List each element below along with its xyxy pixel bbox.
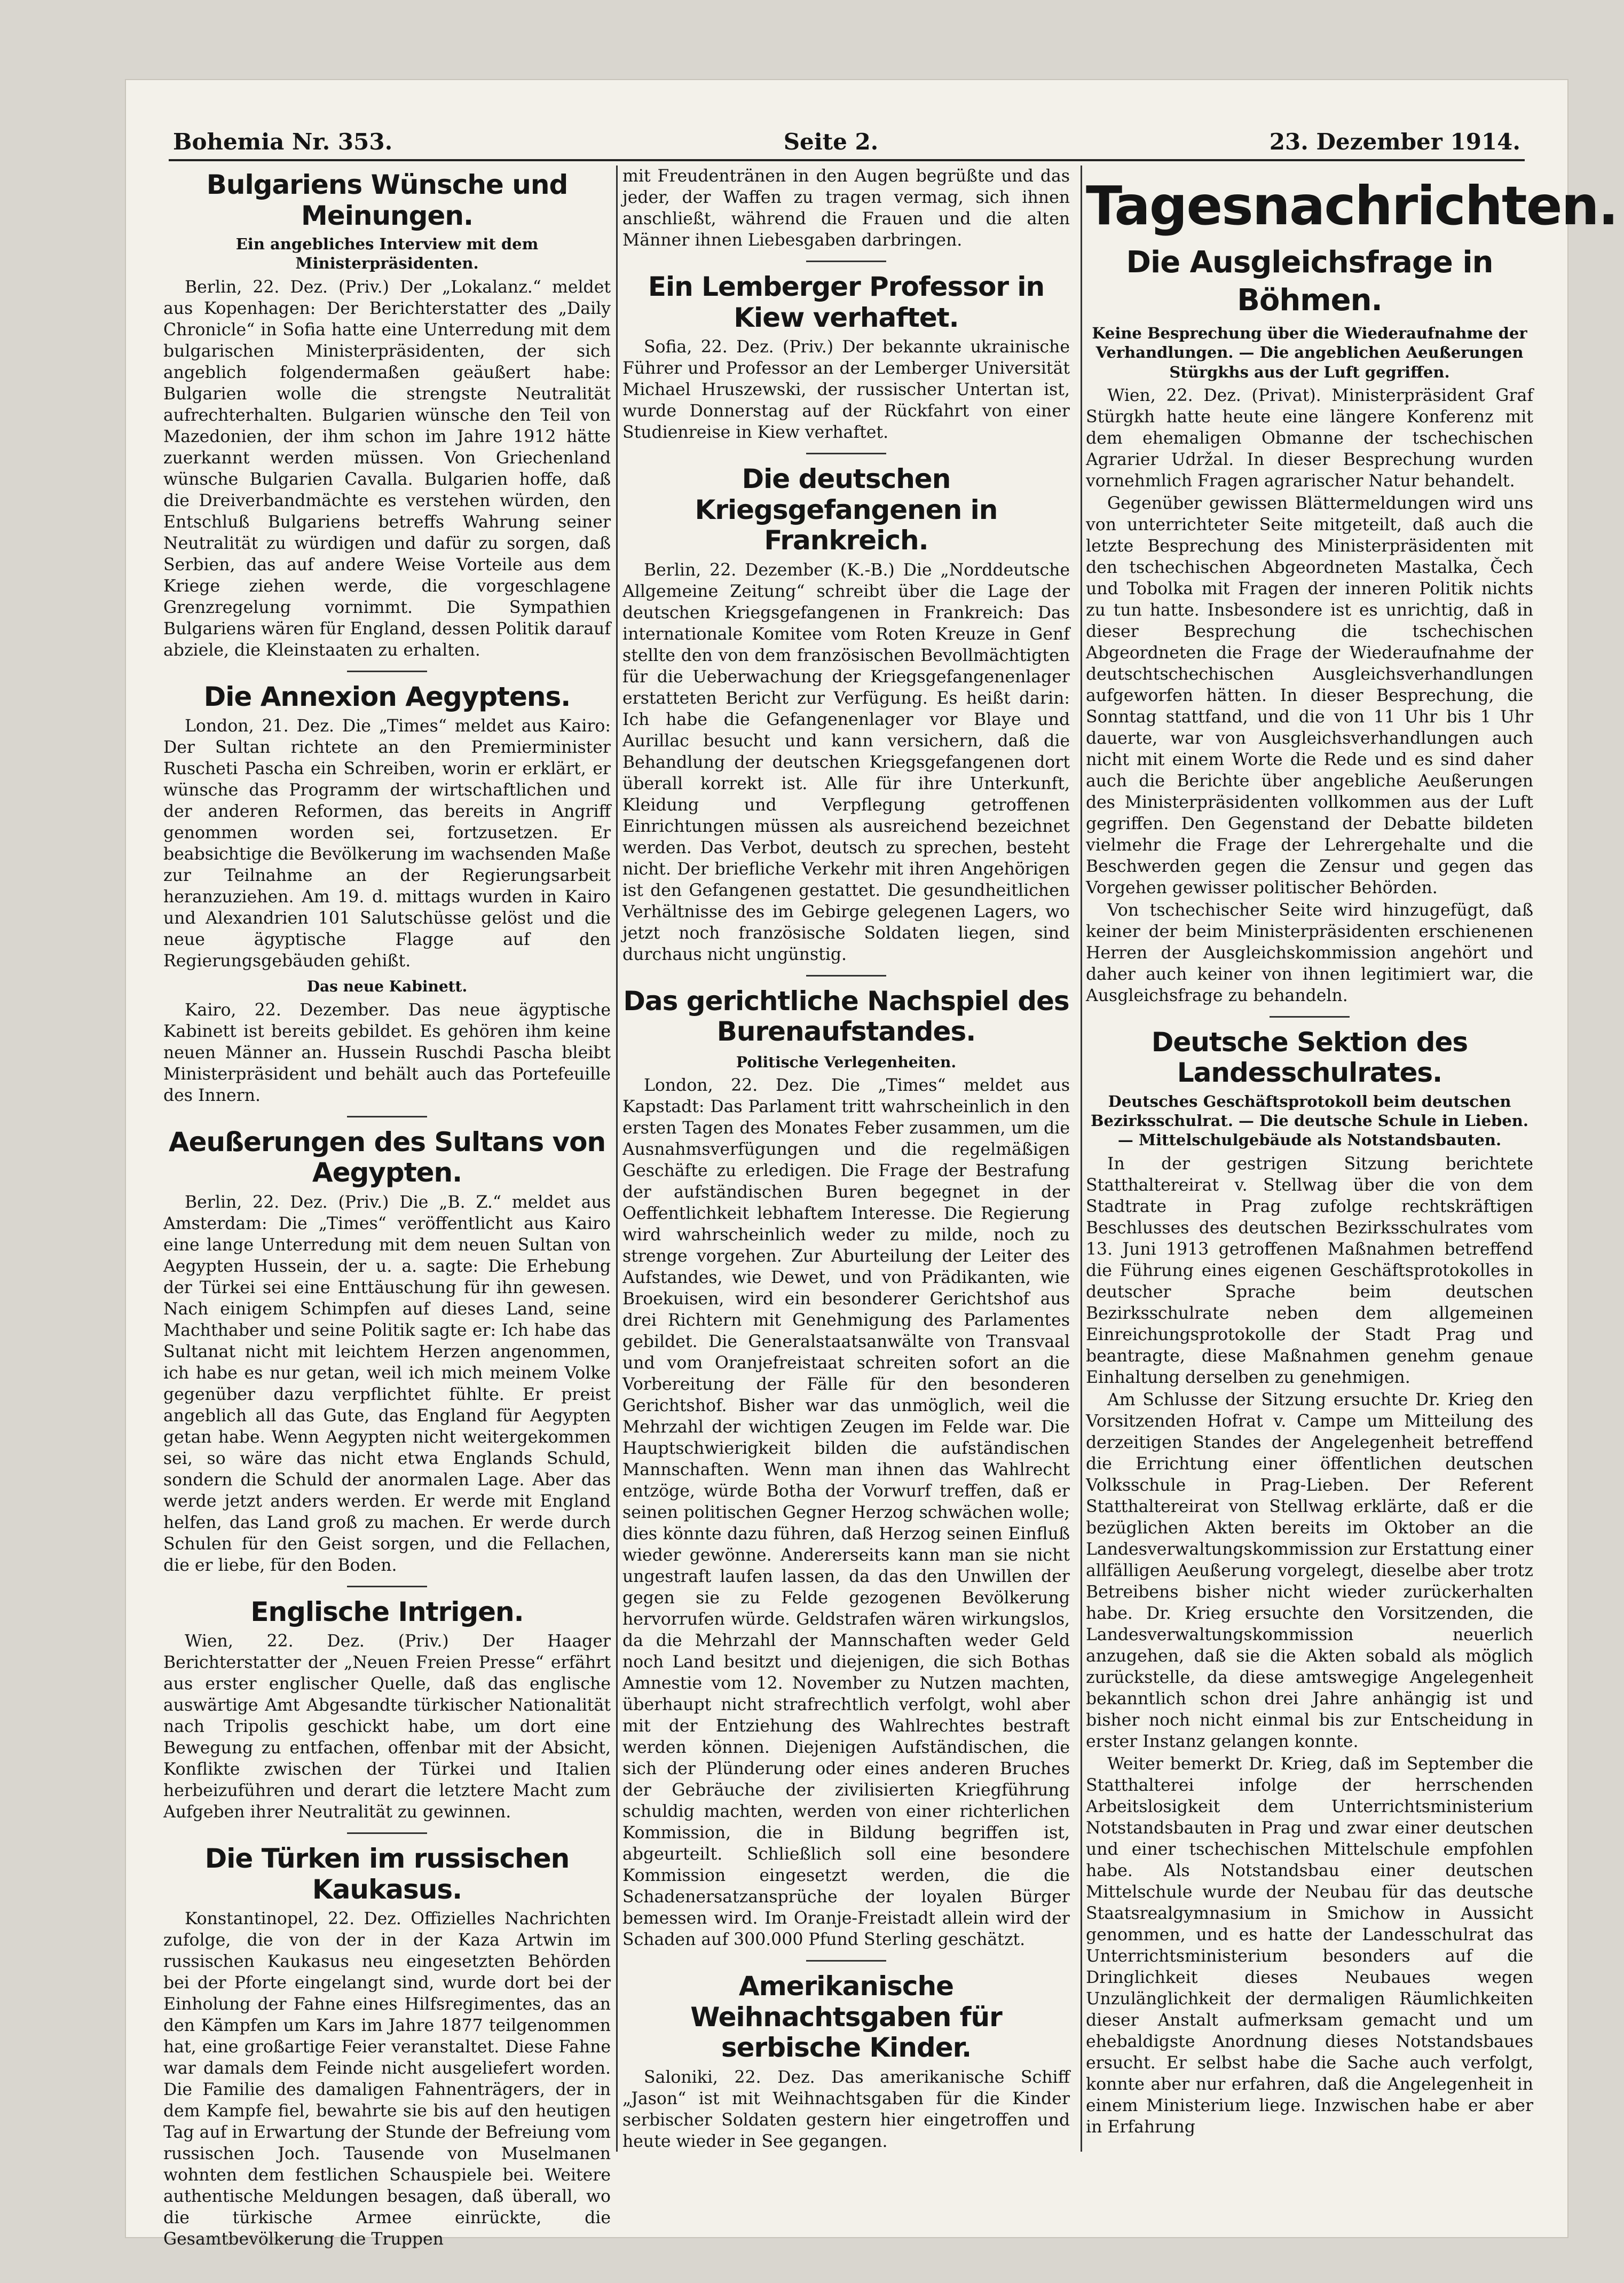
column-rule-2 xyxy=(1081,166,1082,2152)
article-title: Ein Lemberger Professor in Kiew verhaftet. xyxy=(648,271,1045,333)
article-paragraph: Konstantinopel, 22. Dez. Offizielles Nachrichten zufolge, die von der in der Kaza Artwin im russischen Kaukasus neu eingesetzten Behörden bei der Pforte eingelangt sind, wurde dort bei der Einholung der Fahne eines Hilfsregimentes, das an den Kämpfen um Kars im Jahre 1877 teilgenommen hat, eine großartige Feier veranstaltet. Diese Fahne war damals dem Feinde nicht ausgeliefert worden. Die Familie des damaligen Fahnenträgers, der in dem Kampfe fiel, bewahrte sie bis auf den heutigen Tag auf in Erwartung der Stunde der Befreiung vom russischen Joch. Tausende von Muselmanen wohnten dem festlichen Schauspiele bei. Weitere authentische Meldungen besagen, daß überall, wo die türkische Armee einrückte, die Gesamtbevölkerung die Truppen xyxy=(163,1909,611,2249)
article-title: Das gerichtliche Nachspiel des Burenaufstandes. xyxy=(623,985,1069,1047)
article-title: Deutsche Sektion des Landesschulrates. xyxy=(1151,1026,1468,1089)
header-rule xyxy=(169,159,1525,161)
article-paragraph: Wien, 22. Dez. (Privat). Ministerpräsident Graf Stürgkh hatte heute eine längere Konferenz mit dem ehemaligen Obmanne der tschechischen Agrarier Udržal. In dieser Besprechung wurden vornehmlich Fragen agrarischer Natur behandelt. xyxy=(1086,385,1533,491)
article-separator xyxy=(806,453,886,454)
column-1 xyxy=(163,166,611,2249)
article-subtitle: Deutsches Geschäftsprotokoll beim deutschen Bezirksschulrat. — Die deutsche Schule in Lieben. — Mittelschulgebäude als Notstandsbauten. xyxy=(1091,1092,1528,1150)
article-subtitle: Ein angebliches Interview mit dem Ministerpräsidenten. xyxy=(235,235,539,273)
article-subtitle: Keine Besprechung über die Wiederaufnahme der Verhandlungen. — Die angeblichen Aeußerungen Stürgkhs aus der Luft gegriffen. xyxy=(1092,324,1527,381)
article-paragraph: Weiter bemerkt Dr. Krieg, daß im September die Statthalterei infolge der herrschenden Arbeitslosigkeit dem Unterrichtsministerium Notstandsbauten in Prag und zwar einer deutschen und einer tschechischen Mittelschule empfohlen habe. Als Notstandsbau einer deutschen Mittelschule wurde der Neubau für das deutsche Staatsrealgymnasium in Smichow in Aussicht genommen, und es hatte der Landesschulrat das Unterrichtsministerium besonders auf die Dringlichkeit dieses Neubaues wegen Unzulänglichkeit der dermaligen Räumlichkeiten dieser Anstalt aufmerksam gemacht und um ehebaldigste Anordnung dieses Notstandsbaues ersucht. Er selbst habe die Sache auch verfolgt, konnte aber nur erfahren, daß die Angelegenheit in einem Ministerium liege. Inzwischen habe er aber in Erfahrung xyxy=(1086,1754,1533,2137)
article-separator xyxy=(347,1586,427,1587)
article-paragraph: Kairo, 22. Dezember. Das neue ägyptische Kabinett ist bereits gebildet. Es gehören ihm keine neuen Männer an. Hussein Ruschdi Pascha bleibt Ministerpräsident und behält auch das Portefeuille des Innern. xyxy=(163,1000,611,1105)
article-title: Aeußerungen des Sultans von Aegypten. xyxy=(168,1126,606,1188)
article-paragraph: Berlin, 22. Dezember (K.-B.) Die „Norddeutsche Allgemeine Zeitung“ schreibt über die Lage der deutschen Kriegsgefangenen in Frankreich: Das internationale Komitee vom Roten Kreuze in Genf stellte den von dem französischen Bevollmächtigten für die Ueberwachung der Kriegsgefangenenlager erstatteten Bericht zur Verfügung. Es heißt darin: Ich habe die Gefangenenlager vor Blaye und Aurillac besucht und kann versichern, daß die Behandlung der deutschen Kriegsgefangenen dort überall korrekt ist. Alle für ihre Unterkunft, Kleidung und Verpflegung getroffenen Einrichtungen müssen als ausreichend bezeichnet werden. Das Verbot, deutsch zu sprechen, besteht nicht. Der briefliche Verkehr mit ihren Angehörigen ist den Gefangenen gestattet. Die gesundheitlichen Verhältnisse des im Gebirge gelegenen Lagers, wo jetzt noch französische Soldaten liegen, sind durchaus nicht ungünstig. xyxy=(622,560,1070,964)
article-paragraph: In der gestrigen Sitzung berichtete Statthaltereirat v. Stellwag über die von dem Stadtrate in Prag zufolge rechtskräftigen Beschlusses des deutschen Bezirksschulrates vom 13. Juni 1913 getroffenen Maßnahmen betreffend die Führung eines eigenen Geschäftsprotokolles in deutscher Sprache beim deutschen Bezirksschulrate neben dem allgemeinen Einreichungsprotokolle der Stadt Prag und beantragte, diese Maßnahmen genehm genaue Einhaltung derselben zu genehmigen. xyxy=(1086,1154,1533,1387)
article-separator xyxy=(1270,1016,1350,1018)
article-paragraph: Wien, 22. Dez. (Priv.) Der Haager Berichterstatter der „Neuen Freien Presse“ erfährt aus erster englischer Quelle, daß das englische auswärtige Amt Abgesandte türkischer Nationalität nach Tripolis geschickt habe, um dort eine Bewegung zu entfachen, offenbar mit der Absicht, Konflikte zwischen der Türkei und Italien herbeizuführen und derart die letztere Macht zum Aufgeben ihrer Neutralität zu gewinnen. xyxy=(163,1632,611,1822)
article-paragraph: Sofia, 22. Dez. (Priv.) Der bekannte ukrainische Führer und Professor an der Lemberger Universität Michael Hruszewski, der russischer Untertan ist, wurde Donnerstag auf der Rückfahrt von einer Studienreise in Kiew verhaftet. xyxy=(622,337,1070,442)
section-title: Tagesnachrichten. xyxy=(1086,175,1618,237)
article-title: Die Annexion Aegyptens. xyxy=(203,681,571,712)
header-date: 23. Dezember 1914. xyxy=(1269,129,1520,155)
header-page-number: Seite 2. xyxy=(783,129,879,155)
column-3 xyxy=(1086,166,1618,2210)
article-separator xyxy=(806,261,886,262)
article-paragraph: Berlin, 22. Dez. (Priv.) Der „Lokalanz.“ meldet aus Kopenhagen: Der Berichterstatter des „Daily Chronicle“ in Sofia hatte eine Unterredung mit dem bulgarischen Ministerpräsidenten, der sich angeblich folgendermaßen geäußert habe: Bulgarien wolle die strengste Neutralität aufrechterhalten. Bulgarien wünsche den Teil von Mazedonien, der ihm schon im Jahre 1912 hätte zuerkannt werden müssen. Von Griechenland wünsche Bulgarien Cavalla. Bulgarien hoffe, daß die Dreiverbandmächte es verstehen würden, den Entschluß Bulgariens betreffs Wahrung seiner Neutralität zu würdigen und dafür zu sorgen, daß Serbien, das auf andere Weise Vorteile aus dem Kriege ziehen werde, die vorgeschlagene Grenzregelung vornimmt. Die Sympathien Bulgariens wären für England, dessen Politik darauf abziele, die Kleinstaaten zu erhalten. xyxy=(163,277,611,660)
article-separator xyxy=(806,975,886,977)
article-title: Bulgariens Wünsche und Meinungen. xyxy=(206,169,568,231)
article-separator xyxy=(347,1116,427,1117)
article-subheading: Politische Verlegenheiten. xyxy=(736,1053,957,1071)
article-separator xyxy=(347,671,427,672)
article-title: Die Türken im russischen Kaukasus. xyxy=(204,1843,570,1905)
article-paragraph: London, 21. Dez. Die „Times“ meldet aus Kairo: Der Sultan richtete an den Premierminister Ruscheti Pascha ein Schreiben, worin er erklärt, er wünsche das Programm der wirtschaftlichen und der anderen Reformen, das bereits in Angriff genommen worden sei, fortzusetzen. Er beabsichtige die Bevölkerung im wachsenden Maße zur Teilnahme an der Regierungsarbeit heranzuziehen. Am 19. d. mittags wurden in Kairo und Alexandrien 101 Salutschüsse gelöst und die neue ägyptische Flagge auf den Regierungsgebäuden gehißt. xyxy=(163,717,611,971)
column-rule-1 xyxy=(616,166,618,2152)
article-title: Amerikanische Weihnachtsgaben für serbische Kinder. xyxy=(690,1971,1002,2064)
page-header xyxy=(173,107,1520,155)
article-separator xyxy=(806,1960,886,1962)
article-title: Englische Intrigen. xyxy=(250,1596,524,1627)
article-paragraph: Berlin, 22. Dez. (Priv.) Die „B. Z.“ meldet aus Amsterdam: Die „Times“ veröffentlicht aus Kairo eine lange Unterredung mit dem neuen Sultan von Aegypten Hussein, der u. a. sagte: Die Erhebung der Türkei sei eine Enttäuschung für ihn gewesen. Nach einigem Schimpfen auf dieses Land, seine Machthaber und seine Politik sagte er: Ich habe das Sultanat nicht mit leichtem Herzen angenommen, ich habe es nur getan, weil ich mich meinem Volke gegenüber dazu verpflichtet fühlte. Er preist angeblich all das Gute, das England für Aegypten getan habe. Wenn Aegypten nicht weitergekommen sei, so wäre das nicht etwa Englands Schuld, sondern die Schuld der anormalen Lage. Aber das werde jetzt anders werden. Er werde mit England helfen, das Land groß zu machen. Er werde durch Schulen für den Geist sorgen, und die Fellachen, die er liebe, für den Boden. xyxy=(163,1192,611,1575)
article-paragraph: Am Schlusse der Sitzung ersuchte Dr. Krieg den Vorsitzenden Hofrat v. Campe um Mitteilung des derzeitigen Standes der Angelegenheit betreffend die Errichtung einer öffentlichen deutschen Volksschule in Prag-Lieben. Der Referent Statthaltereirat von Stellwag erklärte, daß er die bezüglichen Akten bereits im Oktober an die Landesverwaltungskommission zur Erstattung einer allfälligen Aeußerung vorgelegt, dieselbe aber trotz Betreibens bisher nicht wieder zurückerhalten habe. Dr. Krieg ersuchte den Vorsitzenden, die Landesverwaltungskommission neuerlich anzugehen, daß sie die Akten sobald als möglich zurückstelle, da diese amtswegige Angelegenheit bekanntlich schon drei Jahre anhängig ist und bisher noch nicht einmal bis zur Entscheidung in erster Instanz gelangen konnte. xyxy=(1086,1390,1533,1751)
header-issue: Bohemia Nr. 353. xyxy=(173,129,393,155)
article-paragraph: Saloniki, 22. Dez. Das amerikanische Schiff „Jason“ ist mit Weihnachtsgaben für die Kinder serbischer Soldaten gestern hier eingetroffen und heute wieder in See gegangen. xyxy=(622,2067,1070,2151)
article-title: Die deutschen Kriegsgefangenen in Frankreich. xyxy=(695,463,998,556)
column-2 xyxy=(622,166,1070,2210)
article-subheading: Das neue Kabinett. xyxy=(306,978,468,995)
newspaper-page xyxy=(126,80,1618,2249)
article-paragraph: Von tschechischer Seite wird hinzugefügt, daß keiner der beim Ministerpräsidenten erschienenen Herren der Ausgleichskommission angehört und daher auch keiner von ihnen legitimiert war, die Ausgleichsfrage zu behandeln. xyxy=(1086,900,1533,1005)
article-paragraph: Gegenüber gewissen Blättermeldungen wird uns von unterrichteter Seite mitgeteilt, daß auch die letzte Besprechung des Ministerpräsidenten mit den tschechischen Abgeordneten Mastalka, Čech und Tobolka mit Fragen der inneren Politik nichts zu tun hatte. Insbesondere ist es unrichtig, daß in dieser Besprechung die tschechischen Abgeordneten die Frage der Wiederaufnahme der deutschtschechischen Ausgleichsverhandlungen aufgeworfen hätten. In dieser Besprechung, die Sonntag stattfand, und die von 11 Uhr bis 1 Uhr dauerte, war von Ausgleichsverhandlungen auch nicht mit einem Worte die Rede und es sind daher auch die Berichte über angebliche Aeußerungen des Ministerpräsidenten vollkommen aus der Luft gegriffen. Den Gegenstand der Debatte bildeten vielmehr die Frage der Lehrergehalte und die Beschwerden gegen die Zensur und gegen das Vorgehen gewisser politischer Behörden. xyxy=(1086,493,1533,898)
article-paragraph: London, 22. Dez. Die „Times“ meldet aus Kapstadt: Das Parlament tritt wahrscheinlich in den ersten Tagen des Monates Feber zusammen, um die Ausnahmsverfügungen und die regelmäßigen Geschäfte zu erledigen. Die Frage der Bestrafung der aufständischen Buren begegnet in der Oeffentlichkeit lebhaftem Interesse. Die Regierung wird wahrscheinlich weder zu milde, noch zu strenge vorgehen. Zur Aburteilung der Leiter des Aufstandes, wie Dewet, und von Prädikanten, wie Broekuisen, wird ein besonderer Gerichtshof aus drei Richtern mit Genehmigung des Parlamentes gebildet. Die Generalstaatsanwälte von Transvaal und vom Oranjefreistaat schreiten sofort an die Vorbereitung der Fälle für den besonderen Gerichtshof. Bisher war das unmöglich, weil die Mehrzahl der wichtigen Zeugen im Felde war. Die Hauptschwierigkeit bilden die aufständischen Mannschaften. Wenn man ihnen das Wahlrecht entzöge, würde Botha der Vorwurf treffen, daß er seinen politischen Gegner Herzog schwächen wolle; dies könnte dazu führen, daß Herzog seinen Einfluß wieder gewönne. Andererseits kann man sie nicht ungestraft laufen lassen, da das den Unwillen der gegen sie zu Felde gezogenen Bevölkerung hervorrufen würde. Geldstrafen wären wirkungslos, da die Mehrzahl der Mannschaften weder Geld noch Land besitzt und diejenigen, die sich Bothas Amnestie vom 12. November zu Nutzen machten, überhaupt nicht strafrechtlich verfolgt, wohl aber mit der Entziehung des Wahlrechtes bestraft werden können. Diejenigen Aufständischen, die sich der Plünderung oder eines anderen Bruches der Gebräuche der zivilisierten Kriegführung schuldig machten, werden von einer richterlichen Kommission, die in Bildung begriffen ist, abgeurteilt. Schließlich soll eine besondere Kommission eingesetzt werden, die die Schadenersatzansprüche der loyalen Bürger bemessen wird. Im Oranje-Freistadt allein wird der Schaden auf 300.000 Pfund Sterling geschätzt. xyxy=(622,1076,1070,1950)
article-title: Die Ausgleichsfrage in Böhmen. xyxy=(1126,245,1493,318)
article-separator xyxy=(347,1832,427,1834)
article-continuation: mit Freudentränen in den Augen begrüßte und das jeder, der Waffen zu tragen vermag, sich ihnen anschließt, während die Frauen und die alten Männer ihnen Liebesgaben darbringen. xyxy=(622,167,1070,250)
